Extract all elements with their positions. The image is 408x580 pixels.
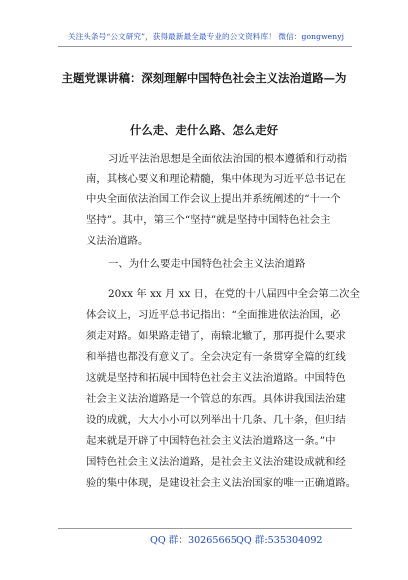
footer-divider — [58, 528, 352, 529]
body-line: 坚持”。其中，第三个“坚持”就是坚持中国特色社会主 — [86, 214, 331, 226]
body-line: 南，其核心要义和理论精髓，集中体现为习近平总书记在 — [86, 173, 346, 185]
body-line: 体会议上，习近平总书记指出：“全面推进依法治国，必 — [86, 309, 341, 321]
body-line: 这就是坚持和拓展中国特色社会主义法治道路。中国特色 — [86, 372, 346, 384]
body-line: 国特色社会主义法治道路，是社会主义法治建设成就和经 — [86, 456, 346, 468]
footer-qq-group-1: QQ 群：30265665 — [150, 535, 237, 546]
body-line: 和举措也都没有意义了。全会决定有一条贯穿全篇的红线 — [86, 351, 346, 363]
section-heading: 一、为什么要走中国特色社会主义法治道路 — [108, 258, 306, 270]
body-line: 验的集中体现，是建设社会主义法治国家的唯一正确道路。 — [86, 477, 357, 489]
header-divider — [58, 46, 352, 47]
body-line: 习近平法治思想是全面依法治国的根本遵循和行动指 — [108, 153, 347, 165]
body-line: 中央全面依法治国工作会议上提出并系统阐述的“十一个 — [86, 193, 341, 205]
footer-qq-group-2: QQ 群:535304092 — [236, 535, 323, 546]
body-line: 社会主义法治道路是一个管总的东西。具体讲我国法治建 — [86, 393, 346, 405]
body-line: 20xx 年 xx 月 xx 日，在党的十八届四中全会第二次全 — [108, 288, 360, 300]
body-line: 须走对路。如果路走错了，南辕北辙了，那再提什么要求 — [86, 330, 346, 342]
body-line: 起来就是开辟了中国特色社会主义法治道路这一条。”中 — [86, 435, 336, 447]
document-title-line-2: 什么走、走什么路、怎么走好 — [129, 123, 279, 137]
header-banner: 关注头条号“公文研究”，获得最新最全最专业的公文资料库！ 微信：gongwenyj — [67, 32, 345, 41]
document-title-line-1: 主题党课讲稿：深刻理解中国特色社会主义法治道路—为 — [61, 71, 347, 85]
body-line: 设的成就，大大小小可以列举出十几条、几十条，但归结 — [86, 414, 346, 426]
body-line: 义法治道路。 — [86, 235, 149, 247]
